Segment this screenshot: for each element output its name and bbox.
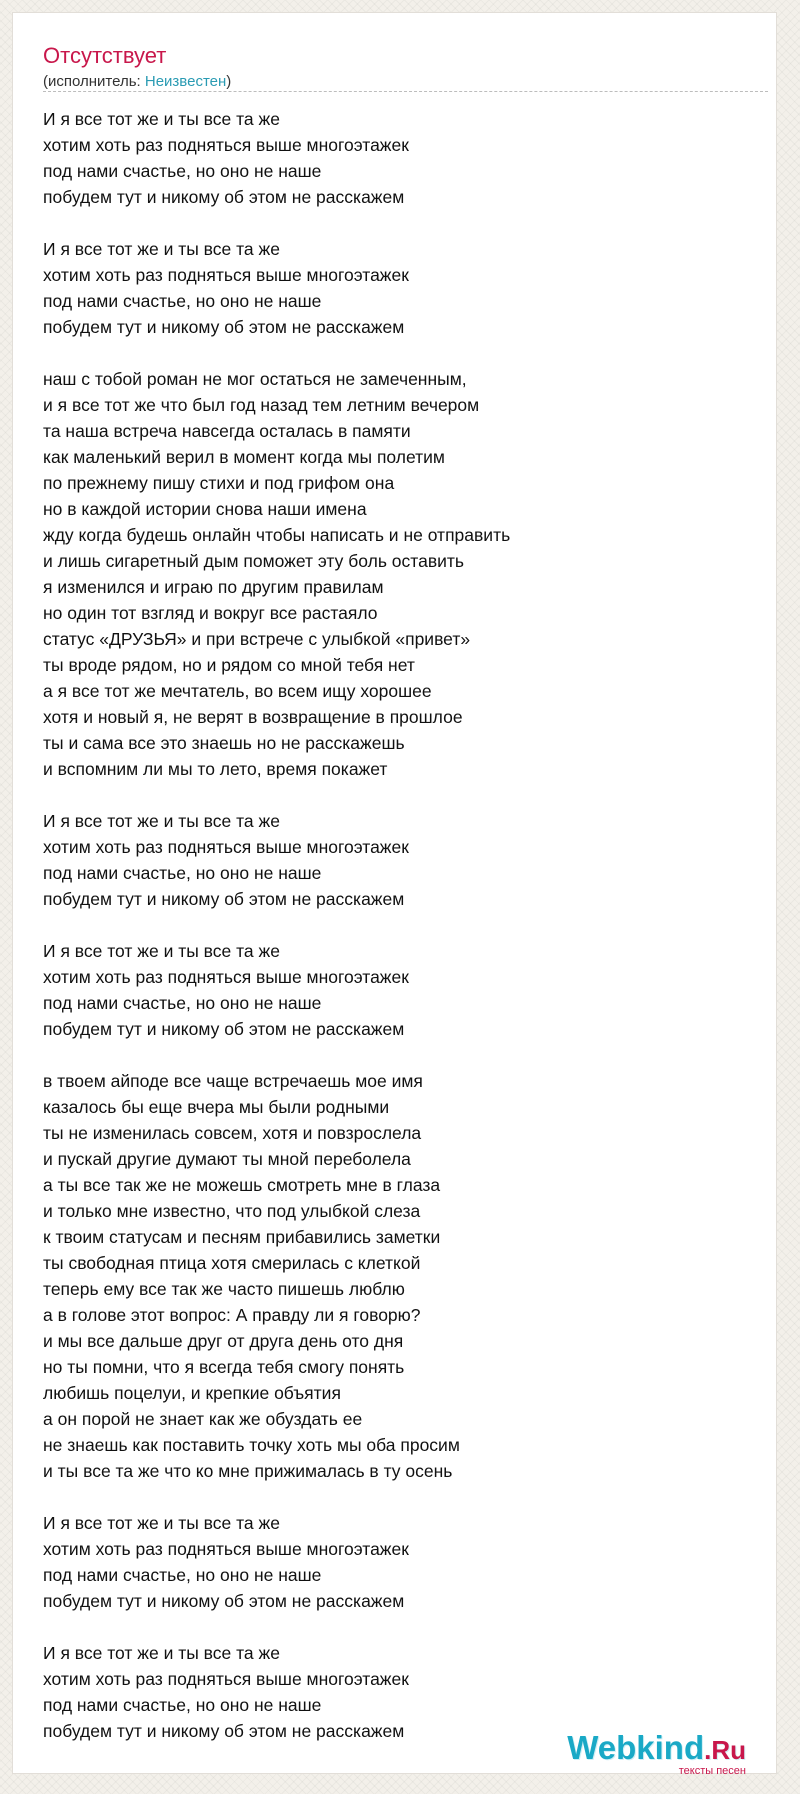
stanza-gap — [43, 782, 763, 808]
lyric-line: любишь поцелуи, и крепкие объятия — [43, 1383, 341, 1403]
lyric-line: хотим хоть раз подняться выше многоэтажек — [43, 837, 409, 857]
lyric-line: хотя и новый я, не верят в возвращение в прошлое — [43, 707, 463, 727]
lyric-line: а в голове этот вопрос: А правду ли я говорю? — [43, 1305, 421, 1325]
lyric-line: а я все тот же мечтатель, во всем ищу хорошее — [43, 681, 432, 701]
lyric-line: ты свободная птица хотя смерилась с клеткой — [43, 1253, 421, 1273]
lyric-line: казалось бы еще вчера мы были родными — [43, 1097, 390, 1117]
lyric-line: наш с тобой роман не мог остаться не замеченным, — [43, 369, 467, 389]
stanza-gap — [43, 1042, 763, 1068]
lyric-line: по прежнему пишу стихи и под грифом она — [43, 473, 395, 493]
artist-link[interactable]: Неизвестен — [144, 73, 227, 90]
lyric-line: ты и сама все это знаешь но не расскажешь — [43, 733, 405, 753]
artist-prefix: (исполнитель: — [43, 73, 145, 90]
lyric-line: жду когда будешь онлайн чтобы написать и не отправить — [43, 525, 511, 545]
lyric-line: к твоим статусам и песням прибавились заметки — [43, 1227, 441, 1247]
lyric-line: побудем тут и никому об этом не расскажем — [43, 187, 405, 207]
lyric-line: и я все тот же что был год назад тем летним вечером — [43, 395, 480, 415]
lyric-line: но ты помни, что я всегда тебя смогу понять — [43, 1357, 405, 1377]
lyric-line: и пускай другие думают ты мной переболела — [43, 1149, 411, 1169]
lyric-line: побудем тут и никому об этом не расскажем — [43, 1721, 405, 1741]
lyric-line: но один тот взгляд и вокруг все растаяло — [43, 603, 378, 623]
artist-suffix: ) — [226, 73, 232, 90]
lyrics-body — [43, 106, 763, 1744]
lyric-line: И я все тот же и ты все та же — [43, 239, 280, 259]
lyric-line: под нами счастье, но оно не наше — [43, 863, 322, 883]
lyric-line: а ты все так же не можешь смотреть мне в глаза — [43, 1175, 441, 1195]
lyric-line: и мы все дальше друг от друга день ото дня — [43, 1331, 404, 1351]
lyric-line: хотим хоть раз подняться выше многоэтажек — [43, 265, 409, 285]
lyric-line: я изменился и играю по другим правилам — [43, 577, 384, 597]
stanza-gap — [43, 1614, 763, 1640]
lyric-line: хотим хоть раз подняться выше многоэтажек — [43, 1539, 409, 1559]
lyric-line: теперь ему все так же часто пишешь люблю — [43, 1279, 405, 1299]
logo-main-text: Webkind — [567, 1729, 705, 1766]
lyric-line: не знаешь как поставить точку хоть мы оба просим — [43, 1435, 460, 1455]
lyric-line: побудем тут и никому об этом не расскажем — [43, 889, 405, 909]
logo-wordmark — [567, 1731, 746, 1767]
lyric-line: побудем тут и никому об этом не расскажем — [43, 1019, 405, 1039]
lyric-line: но в каждой истории снова наши имена — [43, 499, 367, 519]
logo-tld: .Ru — [704, 1735, 746, 1765]
lyric-line: под нами счастье, но оно не наше — [43, 161, 322, 181]
artist-line — [43, 73, 231, 90]
logo-tagline: тексты песен — [678, 1765, 746, 1777]
lyric-line: и лишь сигаретный дым поможет эту боль оставить — [43, 551, 465, 571]
lyric-line: хотим хоть раз подняться выше многоэтажек — [43, 1669, 409, 1689]
song-title: Отсутствует — [43, 43, 167, 68]
lyric-line: ты вроде рядом, но и рядом со мной тебя нет — [43, 655, 415, 675]
stanza-gap — [43, 1484, 763, 1510]
lyric-line: ты не изменилась совсем, хотя и повзрослела — [43, 1123, 422, 1143]
lyric-line: под нами счастье, но оно не наше — [43, 1565, 322, 1585]
header-divider — [43, 91, 768, 92]
lyric-line: в твоем айподе все чаще встречаешь мое имя — [43, 1071, 423, 1091]
site-logo[interactable] — [567, 1731, 746, 1777]
lyric-line: И я все тот же и ты все та же — [43, 1513, 280, 1533]
lyric-line: под нами счастье, но оно не наше — [43, 993, 322, 1013]
lyric-line: хотим хоть раз подняться выше многоэтажек — [43, 967, 409, 987]
lyric-line: та наша встреча навсегда осталась в памяти — [43, 421, 411, 441]
lyric-line: статус «ДРУЗЬЯ» и при встрече с улыбкой «привет» — [43, 629, 471, 649]
lyric-line: побудем тут и никому об этом не расскажем — [43, 317, 405, 337]
stanza-gap — [43, 340, 763, 366]
lyric-line: под нами счастье, но оно не наше — [43, 291, 322, 311]
lyric-line: и ты все та же что ко мне прижималась в ту осень — [43, 1461, 453, 1481]
lyric-line: побудем тут и никому об этом не расскажем — [43, 1591, 405, 1611]
lyric-line: под нами счастье, но оно не наше — [43, 1695, 322, 1715]
lyric-line: как маленький верил в момент когда мы полетим — [43, 447, 445, 467]
lyric-line: а он порой не знает как же обуздать ее — [43, 1409, 363, 1429]
stanza-gap — [43, 912, 763, 938]
lyric-line: И я все тот же и ты все та же — [43, 811, 280, 831]
lyric-line: и только мне известно, что под улыбкой слеза — [43, 1201, 421, 1221]
lyric-line: И я все тот же и ты все та же — [43, 1643, 280, 1663]
lyric-line: И я все тот же и ты все та же — [43, 941, 280, 961]
lyrics-card — [12, 12, 777, 1777]
stanza-gap — [43, 210, 763, 236]
lyric-line: хотим хоть раз подняться выше многоэтажек — [43, 135, 409, 155]
lyric-line: И я все тот же и ты все та же — [43, 109, 280, 129]
lyric-line: и вспомним ли мы то лето, время покажет — [43, 759, 388, 779]
